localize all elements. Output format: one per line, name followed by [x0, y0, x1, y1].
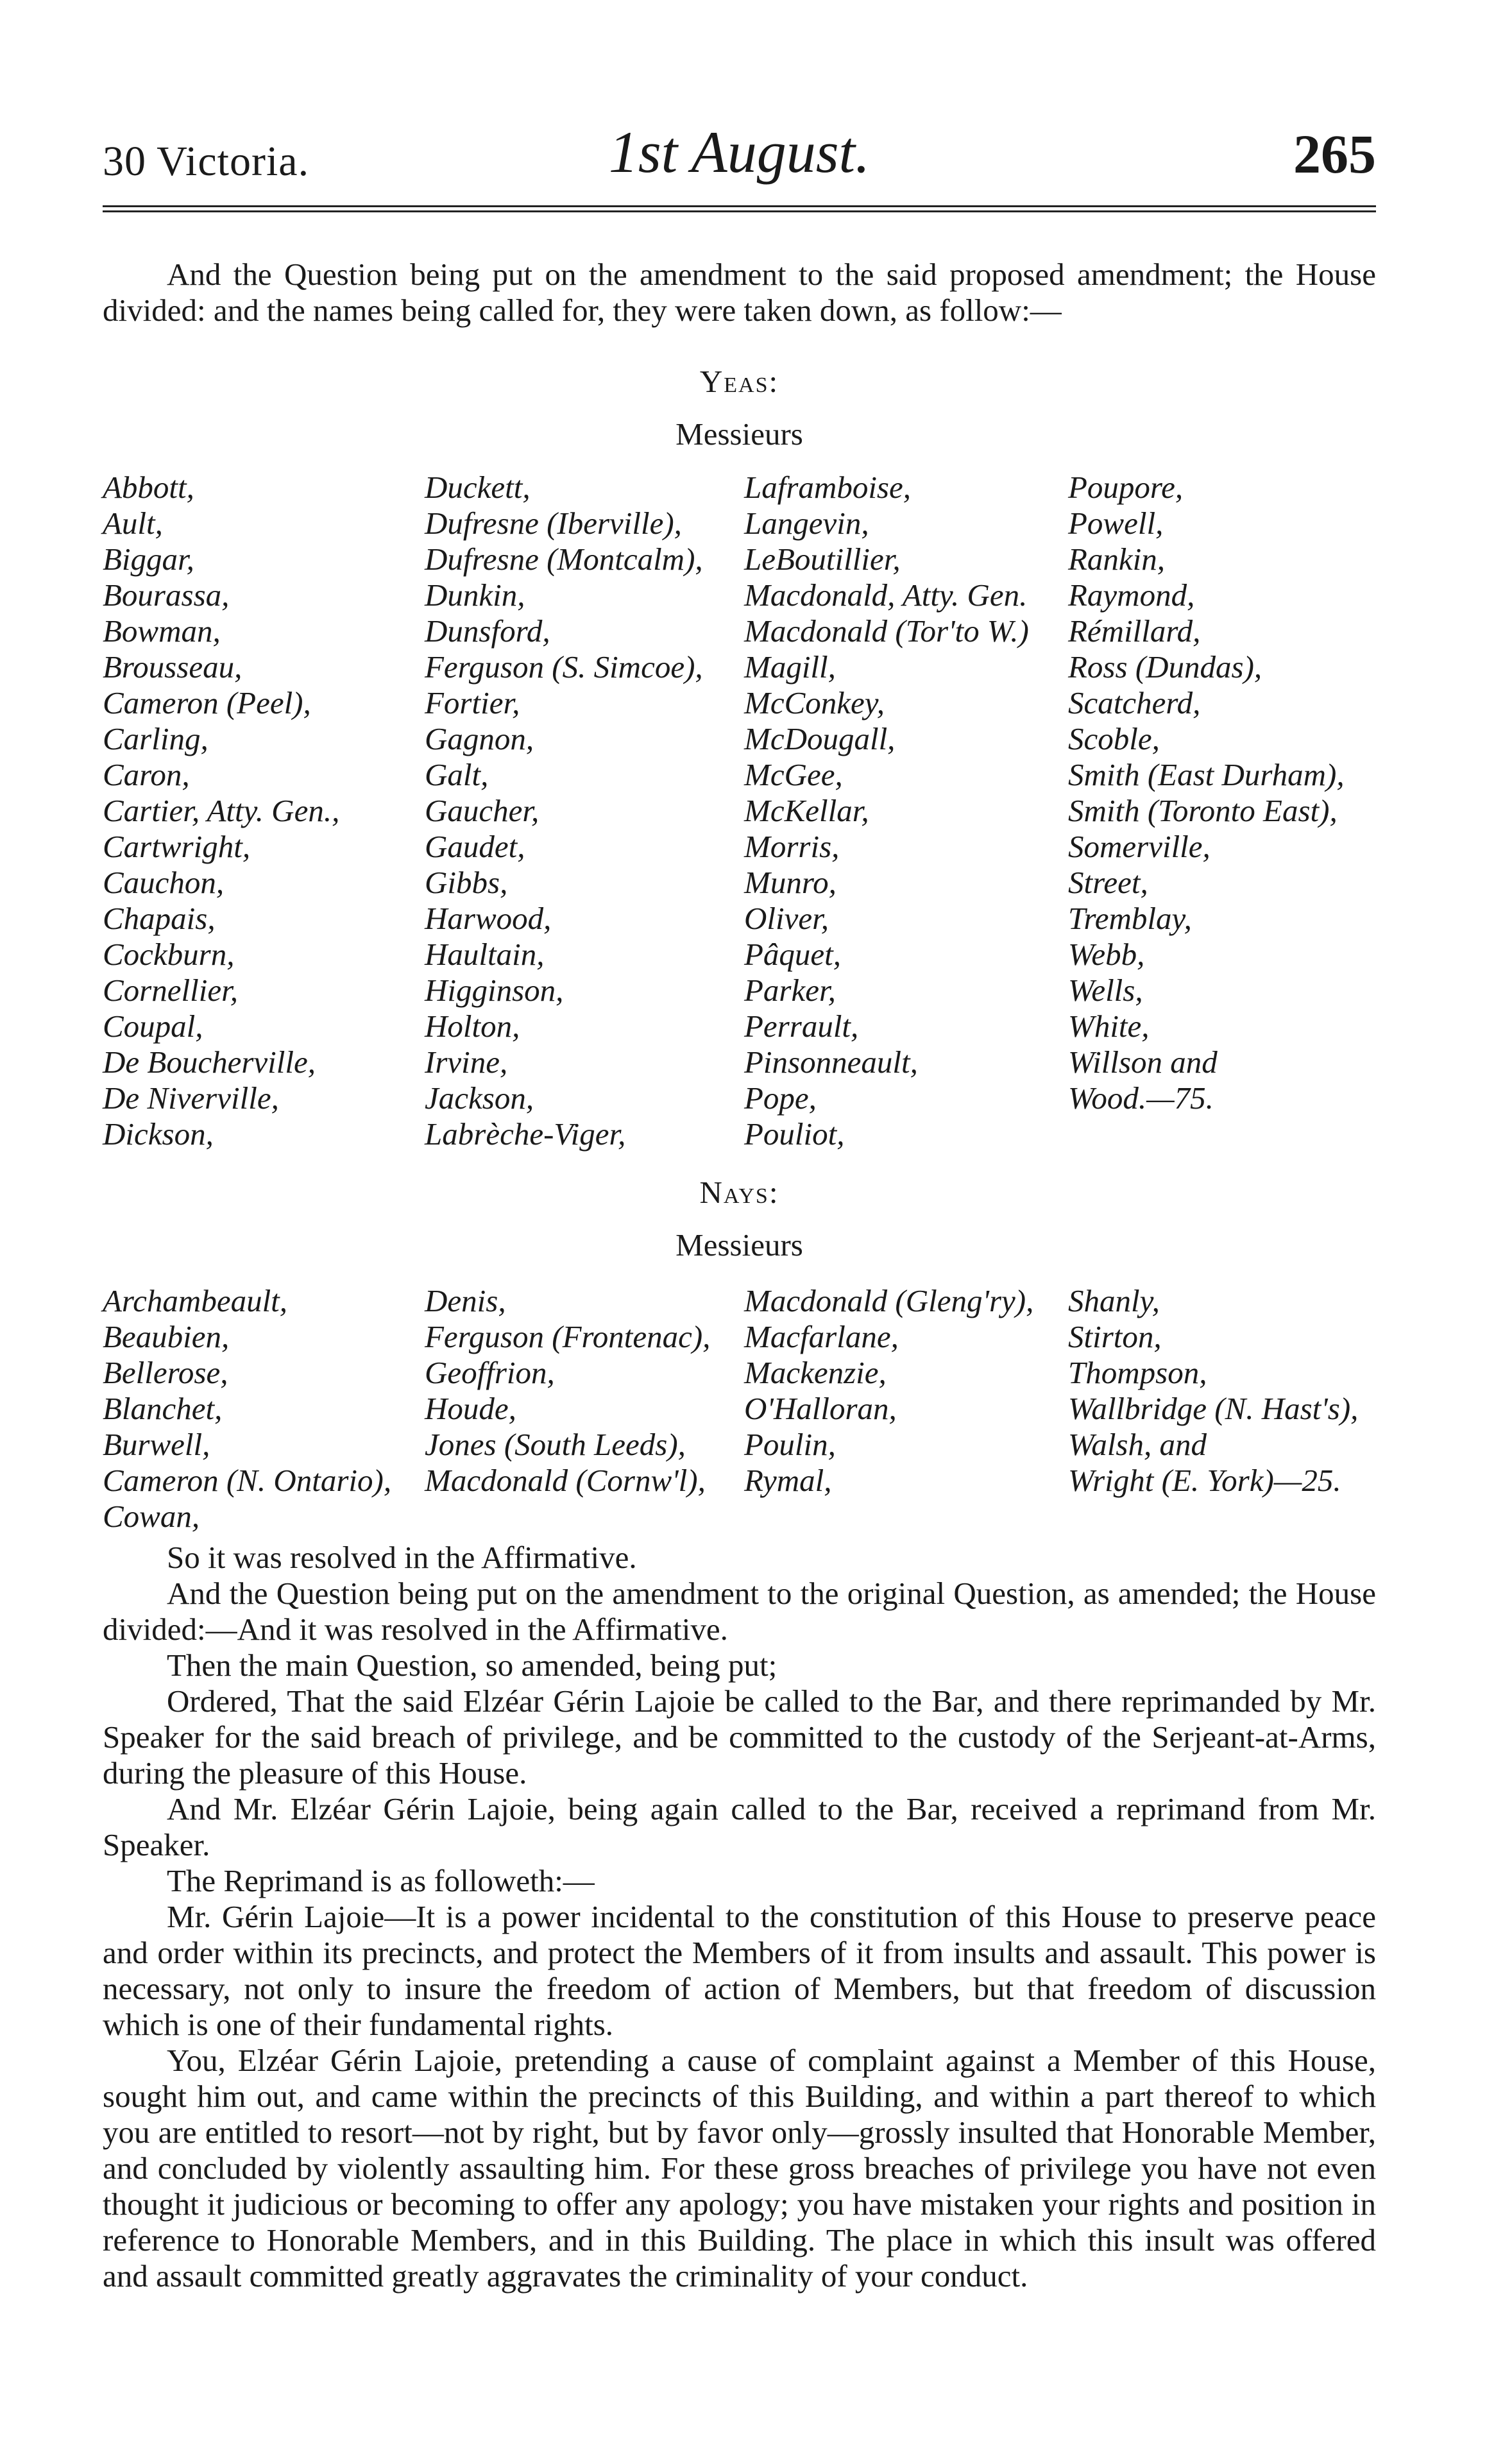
yea-row	[103, 793, 1376, 829]
nay-member-name: Rymal,	[744, 1463, 832, 1498]
yea-member-name: Macdonald, Atty. Gen.	[744, 577, 1028, 613]
nay-member-name: Bellerose,	[103, 1355, 228, 1390]
page-date: 1st August.	[608, 119, 871, 185]
nay-member-name: Wright (E. York)—25.	[1068, 1463, 1341, 1498]
nay-row	[103, 1283, 1376, 1319]
yea-member-name: McGee,	[744, 757, 843, 792]
nay-member-name: Blanchet,	[103, 1391, 223, 1426]
yea-member-name: Morris,	[744, 829, 840, 864]
yea-member-name: Pâquet,	[744, 937, 842, 972]
yea-member-name: Pinsonneault,	[744, 1044, 918, 1080]
regnal-year: 30 Victoria.	[103, 138, 310, 185]
yea-member-name: Gagnon,	[425, 721, 534, 756]
nay-member-name: Shanly,	[1068, 1283, 1160, 1318]
yea-member-name: Biggar,	[103, 541, 194, 577]
yea-row	[103, 829, 1376, 865]
yea-member-name: Rémillard,	[1068, 613, 1201, 649]
yeas-list	[103, 470, 1376, 1152]
yea-member-name: LeBoutillier,	[744, 541, 901, 577]
nay-member-name: Jones (South Leeds),	[425, 1427, 686, 1462]
yea-member-name: Smith (Toronto East),	[1068, 793, 1338, 828]
body-paragraph: Then the main Question, so amended, being put;	[167, 1647, 777, 1683]
page-header	[103, 115, 1376, 186]
yea-member-name: Wood.—75.	[1068, 1080, 1214, 1116]
yea-member-name: Cartier, Atty. Gen.,	[103, 793, 340, 828]
yea-member-name: Abbott,	[103, 470, 194, 505]
body-paragraph: You, Elzéar Gérin Lajoie, pretending a cause of complaint against a Member of this House, sought him out, and came within the precincts of this Building, and within a part thereof to which you are entitled to resort—not by right, but by favor only—grossly insulted that Honorable Member, and concluded by violently assaulting him. For these gross breaches of privilege you have not even thought it judicious or becoming to offer any apology; you have mistaken your rights and position in reference to Honorable Members, and in this Building. The place in which this insult was offered and assault committed greatly aggravates the criminality of your conduct.	[103, 2043, 1376, 2294]
yea-row	[103, 1009, 1376, 1044]
yea-member-name: Gaudet,	[425, 829, 525, 864]
yea-member-name: Willson and	[1068, 1044, 1218, 1080]
yeas-subheading: Messieurs	[675, 416, 803, 452]
body-text	[103, 1540, 1376, 2294]
yea-member-name: McDougall,	[744, 721, 896, 756]
yea-member-name: Scatcherd,	[1068, 685, 1201, 720]
body-paragraph: So it was resolved in the Affirmative.	[167, 1540, 637, 1575]
yea-row	[103, 577, 1376, 613]
yea-member-name: Rankin,	[1068, 541, 1166, 577]
yea-member-name: Dunsford,	[425, 613, 550, 649]
nay-member-name: Archambeault,	[103, 1283, 288, 1318]
yea-row	[103, 937, 1376, 973]
yea-member-name: Pope,	[744, 1080, 817, 1116]
nay-member-name: Walsh, and	[1068, 1427, 1207, 1462]
yea-member-name: Poupore,	[1068, 470, 1184, 505]
yea-member-name: Magill,	[744, 649, 836, 685]
yea-member-name: Cameron (Peel),	[103, 685, 311, 720]
yea-member-name: De Niverville,	[103, 1080, 279, 1116]
yea-row	[103, 541, 1376, 577]
yea-member-name: Dufresne (Iberville),	[425, 506, 682, 541]
yea-row	[103, 1044, 1376, 1080]
yea-row	[103, 649, 1376, 685]
yea-row	[103, 685, 1376, 721]
yea-member-name: Scoble,	[1068, 721, 1160, 756]
yea-member-name: Laframboise,	[744, 470, 912, 505]
yea-row	[103, 1080, 1376, 1116]
nay-member-name: Cameron (N. Ontario),	[103, 1463, 392, 1498]
yea-member-name: Harwood,	[425, 901, 552, 936]
yea-member-name: Gibbs,	[425, 865, 508, 900]
yea-member-name: Fortier,	[425, 685, 520, 720]
nay-row	[103, 1355, 1376, 1391]
yea-member-name: Duckett,	[425, 470, 531, 505]
nay-row	[103, 1463, 1376, 1499]
yea-member-name: Webb,	[1068, 937, 1145, 972]
yea-member-name: Cornellier,	[103, 973, 238, 1008]
nay-row	[103, 1391, 1376, 1427]
yea-member-name: Irvine,	[425, 1044, 508, 1080]
yea-row	[103, 613, 1376, 649]
nays-subheading: Messieurs	[675, 1227, 803, 1263]
body-paragraph: The Reprimand is as followeth:—	[167, 1863, 595, 1898]
yea-member-name: Wells,	[1068, 973, 1143, 1008]
yea-member-name: Parker,	[744, 973, 836, 1008]
yea-member-name: Higginson,	[425, 973, 564, 1008]
yea-member-name: Cauchon,	[103, 865, 225, 900]
yea-row	[103, 757, 1376, 793]
body-paragraph: Mr. Gérin Lajoie—It is a power incidental to the constitution of this House to preserve peace and order within its precincts, and protect the Members of it from insults and assault. This power is necessary, not only to insure the freedom of action of Members, but that freedom of discussion which is one of their fundamental rights.	[103, 1899, 1376, 2042]
nays-heading: Nays:	[699, 1175, 779, 1210]
yea-member-name: De Boucherville,	[103, 1044, 316, 1080]
yea-member-name: Perrault,	[744, 1009, 859, 1044]
body-paragraph: And the Question being put on the amendment to the original Question, as amended; the House divided:—And it was resolved in the Affirmative.	[103, 1576, 1376, 1647]
nays-list	[103, 1283, 1376, 1535]
yea-member-name: Ferguson (S. Simcoe),	[425, 649, 703, 685]
yea-row	[103, 901, 1376, 937]
nay-member-name: Houde,	[425, 1391, 516, 1426]
nay-member-name: Beaubien,	[103, 1319, 230, 1354]
yea-member-name: White,	[1068, 1009, 1150, 1044]
nay-row	[103, 1499, 1376, 1535]
yeas-heading: Yeas:	[699, 364, 779, 399]
nay-row	[103, 1319, 1376, 1355]
nay-member-name: Macfarlane,	[744, 1319, 899, 1354]
nay-member-name: Macdonald (Gleng'ry),	[744, 1283, 1034, 1318]
yea-member-name: McConkey,	[744, 685, 885, 720]
nay-member-name: Stirton,	[1068, 1319, 1162, 1354]
yea-member-name: Powell,	[1068, 506, 1164, 541]
nay-member-name: Mackenzie,	[744, 1355, 887, 1390]
nay-member-name: Geoffrion,	[425, 1355, 555, 1390]
yea-member-name: Oliver,	[744, 901, 829, 936]
yea-member-name: Carling,	[103, 721, 208, 756]
yea-row	[103, 973, 1376, 1009]
yea-member-name: Macdonald (Tor'to W.)	[744, 613, 1029, 649]
body-paragraph: Ordered, That the said Elzéar Gérin Lajoie be called to the Bar, and there reprimanded by Mr. Speaker for the said breach of privilege, and be committed to the custody of the Serjeant-at-Arms, during the pleasure of this House.	[103, 1683, 1376, 1791]
yea-member-name: Holton,	[425, 1009, 520, 1044]
nay-member-name: Wallbridge (N. Hast's),	[1068, 1391, 1359, 1426]
yea-member-name: Brousseau,	[103, 649, 242, 685]
yea-member-name: Cockburn,	[103, 937, 235, 972]
yea-member-name: Somerville,	[1068, 829, 1210, 864]
yea-member-name: Langevin,	[744, 506, 869, 541]
yea-member-name: Smith (East Durham),	[1068, 757, 1345, 792]
yea-member-name: Galt,	[425, 757, 489, 792]
nay-member-name: Cowan,	[103, 1499, 200, 1534]
header-rule-top	[103, 205, 1376, 207]
body-paragraph: And Mr. Elzéar Gérin Lajoie, being again called to the Bar, received a reprimand from Mr. Speaker.	[103, 1791, 1376, 1862]
yea-row	[103, 865, 1376, 901]
yea-member-name: Labrèche-Viger,	[425, 1116, 626, 1152]
nay-member-name: Poulin,	[744, 1427, 836, 1462]
yea-member-name: Dunkin,	[425, 577, 525, 613]
intro-paragraph: And the Question being put on the amendment to the said proposed amendment; the House divided: and the names being called for, they were taken down, as follow:—	[103, 257, 1376, 328]
yea-member-name: Chapais,	[103, 901, 216, 936]
nay-row	[103, 1427, 1376, 1463]
yea-member-name: Gaucher,	[425, 793, 539, 828]
page-number: 265	[1293, 123, 1376, 185]
yea-member-name: Ross (Dundas),	[1068, 649, 1262, 685]
yea-member-name: Munro,	[744, 865, 837, 900]
yea-member-name: Dufresne (Montcalm),	[425, 541, 703, 577]
yea-row	[103, 506, 1376, 541]
yea-member-name: Bourassa,	[103, 577, 230, 613]
nay-member-name: Denis,	[425, 1283, 506, 1318]
yea-row	[103, 470, 1376, 506]
yea-member-name: Jackson,	[425, 1080, 534, 1116]
yea-member-name: Bowman,	[103, 613, 221, 649]
yea-member-name: Coupal,	[103, 1009, 203, 1044]
yea-member-name: Ault,	[103, 506, 163, 541]
yea-row	[103, 721, 1376, 757]
nay-member-name: Macdonald (Cornw'l),	[425, 1463, 706, 1498]
yea-member-name: Pouliot,	[744, 1116, 845, 1152]
yea-member-name: McKellar,	[744, 793, 869, 828]
yea-member-name: Cartwright,	[103, 829, 251, 864]
yea-member-name: Tremblay,	[1068, 901, 1192, 936]
yea-member-name: Raymond,	[1068, 577, 1195, 613]
yea-member-name: Dickson,	[103, 1116, 214, 1152]
yea-row	[103, 1116, 1376, 1152]
header-rule-bottom	[103, 210, 1376, 212]
nay-member-name: O'Halloran,	[744, 1391, 897, 1426]
nay-member-name: Burwell,	[103, 1427, 210, 1462]
yea-member-name: Caron,	[103, 757, 190, 792]
nay-member-name: Thompson,	[1068, 1355, 1207, 1390]
nay-member-name: Ferguson (Frontenac),	[425, 1319, 711, 1354]
yea-member-name: Haultain,	[425, 937, 545, 972]
yea-member-name: Street,	[1068, 865, 1148, 900]
